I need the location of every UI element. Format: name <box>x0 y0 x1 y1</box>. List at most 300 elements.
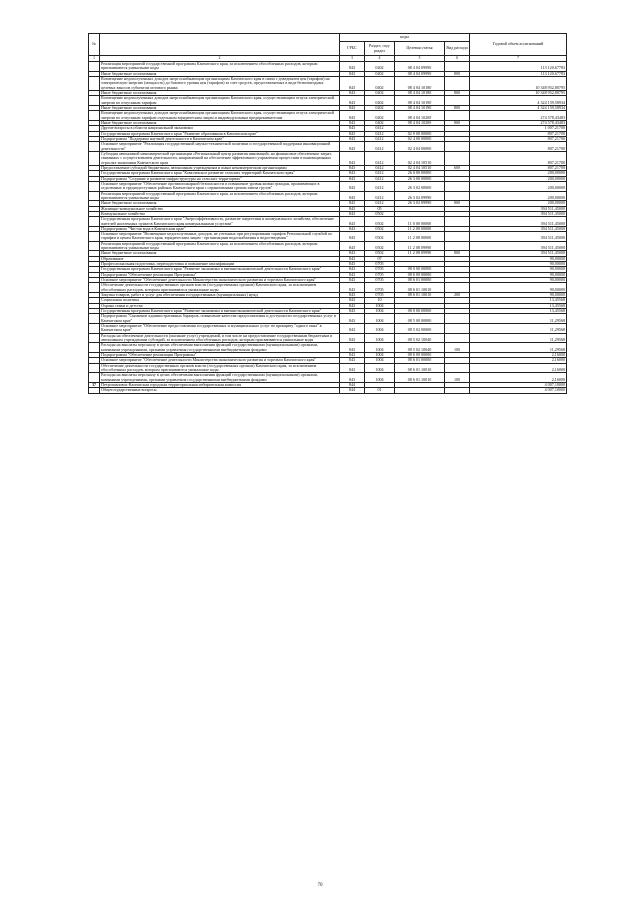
row-section: 0412 <box>365 126 395 131</box>
row-section: 0705 <box>365 278 395 283</box>
row-name: Государственная программа Камчатского края "Развитие экономики и внешнеэкономической деятельности Камчатского края" <box>100 309 340 314</box>
row-section: 0402 <box>365 96 395 106</box>
row-section: 0412 <box>365 142 395 152</box>
row-amount: 11,29568 <box>470 314 567 324</box>
row-name: Предоставление субсидий бюджетным, автономным учреждениям и иным некоммерческим организациям <box>100 165 340 170</box>
header-grbs: ГРБС <box>340 42 365 56</box>
row-amount: 807,21700 <box>470 151 567 165</box>
column-index: 1 <box>89 56 100 62</box>
row-expense-type <box>445 217 470 227</box>
row-amount: 13,45568 <box>470 303 567 308</box>
row-grbs: 843 <box>340 120 365 125</box>
row-name: Иные бюджетные ассигнования <box>100 90 340 95</box>
table-row <box>89 191 567 201</box>
row-amount: 4 007,10000 <box>470 383 567 388</box>
row-target-item: 08 4 04 09990 <box>395 71 445 76</box>
row-name: Основное мероприятие "Обеспечение деятельности Министерства экономического развития и торговли Камчатского края" <box>100 358 340 363</box>
row-section: 1004 <box>365 358 395 363</box>
row-expense-type: 100 <box>445 343 470 353</box>
row-amount: 807,21700 <box>470 131 567 136</box>
row-amount: 200,00000 <box>470 181 567 191</box>
row-expense-type <box>445 314 470 324</box>
row-name: Общегосударственные вопросы <box>100 388 340 393</box>
row-grbs: 843 <box>340 131 365 136</box>
row-section: 0402 <box>365 62 395 72</box>
row-section: 1004 <box>365 314 395 324</box>
row-expense-type: 800 <box>445 201 470 206</box>
row-grbs: 843 <box>340 303 365 308</box>
row-section: 0412 <box>365 201 395 206</box>
row-grbs: 843 <box>340 363 365 373</box>
table-row <box>89 314 567 324</box>
row-name: Другие вопросы в области национальной экономики <box>100 126 340 131</box>
row-target-item: 08 5 02 10040 <box>395 333 445 343</box>
table-body <box>89 62 567 394</box>
row-number <box>89 96 100 106</box>
row-amount: 4 324 159,58934 <box>470 96 567 106</box>
table-row <box>89 333 567 343</box>
row-section: 0412 <box>365 171 395 176</box>
row-name: Основное мероприятие "Обеспечение противопожарной безопасности и повышение уровня жизни граждан, проживающих в отдаленных и труднодоступных районах Камчатского края с ограниченным сроком завоза грузов" <box>100 181 340 191</box>
row-grbs: 843 <box>340 278 365 283</box>
column-index: 4 <box>365 56 395 62</box>
row-amount: 13,45568 <box>470 309 567 314</box>
row-target-item: 26 3 00 00000 <box>395 176 445 181</box>
row-target-item: 02 4 04 10510 <box>395 165 445 170</box>
row-section: 1004 <box>365 343 395 353</box>
column-index: 3 <box>340 56 365 62</box>
row-name: Петропавловск-Камчатская городская территориальная избирательная комиссия <box>100 383 340 388</box>
table-row <box>89 96 567 106</box>
row-name: Подпрограмма "Обеспечение реализации Программы" <box>100 353 340 358</box>
row-amount: 10 348 952,80795 <box>470 76 567 90</box>
row-section: 0412 <box>365 181 395 191</box>
row-amount: 1 007,21700 <box>470 126 567 131</box>
row-section: 0502 <box>365 211 395 216</box>
row-amount: 2,16000 <box>470 353 567 358</box>
row-target-item: 02 4 00 00000 <box>395 136 445 141</box>
row-grbs: 843 <box>340 211 365 216</box>
row-amount: 113 120,67783 <box>470 62 567 72</box>
row-amount: 200,00000 <box>470 191 567 201</box>
row-name: Жилищно-коммунальное хозяйство <box>100 206 340 211</box>
row-name: Основное мероприятие "Возмещение недополученных доходов, не учтенных при регулировании тарифов Региональной службой по тарифам и ценам Камчатского края, юридическим лицам - организациям водоснабжения и водоотведения" <box>100 232 340 242</box>
row-amount: 2,16000 <box>470 363 567 373</box>
row-name: Возмещение недополученных доходов энергоснабжающим организациям Камчатского края, осуществляющим отпуск электрической энергии по отпускным тарифам отдельным юридическим лицам и индивидуальным предпринимателям <box>100 111 340 121</box>
row-section: 0412 <box>365 151 395 165</box>
row-grbs: 843 <box>340 171 365 176</box>
row-amount: 200,00000 <box>470 176 567 181</box>
row-name: Расходы на обеспечение деятельности (оказание услуг) учреждений, в том числе на предоставление государственным бюджетным и автономным учреждениям субсидий, за исключением обособленных расходов, которым присваиваются уникальные коды <box>100 333 340 343</box>
row-target-item: 08 4 04 10180 <box>395 76 445 90</box>
row-expense-type <box>445 241 470 251</box>
row-amount: 2,16000 <box>470 373 567 383</box>
row-target-item: 26 0 00 00000 <box>395 171 445 176</box>
row-amount: 394 511,45000 <box>470 232 567 242</box>
row-target-item: 08 5 02 10040 <box>395 343 445 353</box>
row-number <box>89 363 100 373</box>
table-row <box>89 62 567 72</box>
row-name: Иные бюджетные ассигнования <box>100 105 340 110</box>
row-grbs: 843 <box>340 71 365 76</box>
row-grbs: 843 <box>340 76 365 90</box>
row-amount: 2,16000 <box>470 358 567 363</box>
row-target-item: 08 4 04 10180 <box>395 90 445 95</box>
row-name: Иные бюджетные ассигнования <box>100 251 340 256</box>
row-target-item: 02 0 00 00000 <box>395 131 445 136</box>
row-number <box>89 324 100 334</box>
row-grbs: 843 <box>340 232 365 242</box>
row-expense-type <box>445 181 470 191</box>
row-name: Реализация мероприятий государственной программы Камчатского края, за исключением обособленных расходов, которым присваиваются уникальные коды <box>100 62 340 72</box>
row-target-item: 08 0 00 00000 <box>395 267 445 272</box>
row-expense-type <box>445 191 470 201</box>
row-grbs: 843 <box>340 126 365 131</box>
row-name: Образование <box>100 256 340 261</box>
row-target-item: 08 5 02 00000 <box>395 324 445 334</box>
row-grbs: 843 <box>340 206 365 211</box>
row-grbs: 843 <box>340 241 365 251</box>
row-amount: 394 511,45000 <box>470 251 567 256</box>
row-grbs: 844 <box>340 388 365 393</box>
row-section: 1004 <box>365 324 395 334</box>
row-name: Закупка товаров, работ и услуг для обеспечения государственных (муниципальных) нужд <box>100 293 340 298</box>
row-grbs: 843 <box>340 142 365 152</box>
row-amount: 90,00000 <box>470 272 567 277</box>
row-target-item: 08 6 01 00000 <box>395 358 445 363</box>
row-expense-type: 800 <box>445 120 470 125</box>
row-section: 1004 <box>365 373 395 383</box>
row-name: Подпрограмма "Снижение административных барьеров, повышение качества предоставления и доступности государственных услуг в Камчатском крае" <box>100 314 340 324</box>
row-section: 0412 <box>365 191 395 201</box>
row-expense-type: 600 <box>445 165 470 170</box>
table-row <box>89 241 567 251</box>
row-expense-type <box>445 62 470 72</box>
row-target-item: 26 3 02 00000 <box>395 181 445 191</box>
row-target-item: 08 4 04 10200 <box>395 111 445 121</box>
row-grbs: 843 <box>340 353 365 358</box>
row-number <box>89 62 100 72</box>
header-section: Раздел, под-раздел <box>365 42 395 56</box>
row-number <box>89 283 100 293</box>
row-amount: 13,45568 <box>470 298 567 303</box>
row-grbs: 843 <box>340 136 365 141</box>
row-section: 0502 <box>365 226 395 231</box>
row-amount: 11,29568 <box>470 324 567 334</box>
row-section: 0705 <box>365 293 395 298</box>
row-grbs: 843 <box>340 324 365 334</box>
row-number <box>89 111 100 121</box>
row-expense-type: 200 <box>445 293 470 298</box>
row-amount: 11,29568 <box>470 343 567 353</box>
row-target-item: 08 4 04 10190 <box>395 96 445 106</box>
row-amount: 90,00000 <box>470 262 567 267</box>
row-section: 0412 <box>365 136 395 141</box>
row-amount: 90,00000 <box>470 267 567 272</box>
row-grbs: 843 <box>340 314 365 324</box>
row-number <box>89 333 100 343</box>
row-grbs: 843 <box>340 165 365 170</box>
row-target-item: 08 5 00 00000 <box>395 314 445 324</box>
table-row <box>89 232 567 242</box>
row-name: Возмещение недополученных доходов энергоснабжающим организациям Камчатского края, осуществляющим отпуск электрической энергии по отпускным тарифам <box>100 96 340 106</box>
row-name: Государственная программа Камчатского края "Развитие образования в Камчатском крае" <box>100 131 340 136</box>
row-amount: 807,21700 <box>470 165 567 170</box>
row-amount: 90,00000 <box>470 256 567 261</box>
row-grbs: 843 <box>340 176 365 181</box>
row-name: Государственная программа Камчатского края "Комплексное развитие сельских территорий Камчатского края" <box>100 171 340 176</box>
row-section: 10 <box>365 298 395 303</box>
row-section: 0705 <box>365 272 395 277</box>
row-amount: 394 511,45000 <box>470 241 567 251</box>
row-grbs: 843 <box>340 191 365 201</box>
table-row <box>89 76 567 90</box>
row-grbs: 843 <box>340 62 365 72</box>
row-target-item: 08 4 04 10200 <box>395 120 445 125</box>
column-index: 5 <box>395 56 445 62</box>
row-section: 0412 <box>365 176 395 181</box>
row-amount: 4 324 159,58934 <box>470 105 567 110</box>
row-name: Обеспечение деятельности государственных органов власти (государственных органов) Камчатского края, за исключением обособленных расходов, которым присваиваются уникальные коды <box>100 283 340 293</box>
row-name: Государственная программа Камчатского края "Энергоэффективность, развитие энергетики и коммунального хозяйства, обеспечение жителей населенных пунктов Камчатского края коммунальными услугами" <box>100 217 340 227</box>
row-number <box>89 343 100 353</box>
header-expense-type: Вид расхода <box>445 42 470 56</box>
row-name: Основное мероприятие "Реализация государственной научно-технической политики и государственной поддержки инновационной деятельности" <box>100 142 340 152</box>
row-name: Подпрограмма "Поддержка научной деятельности в Камчатском крае" <box>100 136 340 141</box>
row-expense-type <box>445 283 470 293</box>
row-section: 0402 <box>365 90 395 95</box>
row-section: 0705 <box>365 283 395 293</box>
table-row <box>89 217 567 227</box>
row-grbs: 843 <box>340 283 365 293</box>
row-grbs: 843 <box>340 111 365 121</box>
row-expense-type <box>445 363 470 373</box>
row-grbs: 843 <box>340 358 365 363</box>
row-target-item: 02 4 04 10510 <box>395 151 445 165</box>
row-grbs: 843 <box>340 96 365 106</box>
row-number: 37 <box>89 383 100 388</box>
row-expense-type: 800 <box>445 105 470 110</box>
row-section: 0502 <box>365 217 395 227</box>
header-amount: Годовой объем ассигнований <box>470 34 567 56</box>
row-number <box>89 76 100 90</box>
row-section: 0502 <box>365 251 395 256</box>
row-target-item: 02 4 04 00000 <box>395 142 445 152</box>
row-name: Подпрограмма "Создание и развитие инфраструктуры на сельских территориях" <box>100 176 340 181</box>
row-name: Иные бюджетные ассигнования <box>100 201 340 206</box>
row-name: Реализация мероприятий государственной программы Камчатского края, за исключением обособленных расходов, которым присваиваются уникальные коды <box>100 191 340 201</box>
table-row <box>89 283 567 293</box>
page-number: 70 <box>317 883 323 888</box>
table-row <box>89 142 567 152</box>
row-name: Подпрограмма "Обеспечение реализации Программы" <box>100 272 340 277</box>
row-grbs: 843 <box>340 267 365 272</box>
row-target-item: 08 6 01 10010 <box>395 363 445 373</box>
row-expense-type <box>445 96 470 106</box>
row-name: Социальная политика <box>100 298 340 303</box>
row-grbs: 843 <box>340 293 365 298</box>
row-section: 0502 <box>365 232 395 242</box>
budget-document-page <box>88 33 566 394</box>
row-section: 0402 <box>365 76 395 90</box>
row-amount: 807,21700 <box>470 136 567 141</box>
row-target-item: 08 6 00 00000 <box>395 272 445 277</box>
row-expense-type <box>445 333 470 343</box>
row-expense-type: 800 <box>445 71 470 76</box>
column-index: 6 <box>445 56 470 62</box>
row-target-item: 26 3 02 09990 <box>395 191 445 201</box>
row-grbs: 843 <box>340 201 365 206</box>
row-name: Основное мероприятие "Обеспечение предоставления государственных и муниципальных услуг по принципу "одного окна" в Камчатском крае" <box>100 324 340 334</box>
row-amount: 11,29568 <box>470 333 567 343</box>
row-grbs: 843 <box>340 105 365 110</box>
row-target-item: 08 6 01 00000 <box>395 278 445 283</box>
row-section: 1004 <box>365 353 395 358</box>
row-target-item: 08 4 04 09990 <box>395 62 445 72</box>
row-section: 1004 <box>365 303 395 308</box>
row-grbs: 843 <box>340 226 365 231</box>
row-grbs: 843 <box>340 217 365 227</box>
row-target-item: 11 2 08 09990 <box>395 241 445 251</box>
row-number <box>89 314 100 324</box>
row-name: Основное мероприятие "Обеспечение деятельности Министерства экономического развития и торговли Камчатского края" <box>100 278 340 283</box>
header-name <box>100 34 340 56</box>
table-row <box>89 388 567 393</box>
row-expense-type <box>445 388 470 393</box>
row-name: Охрана семьи и детства <box>100 303 340 308</box>
row-amount: 394 511,45000 <box>470 211 567 216</box>
row-number <box>89 241 100 251</box>
row-name: Реализация мероприятий государственной программы Камчатского края, за исключением обособленных расходов, которым присваиваются уникальные коды <box>100 241 340 251</box>
row-name: Возмещение недополученных доходов энергоснабжающим организациям Камчатского края в связи с доведением цен (тарифов) на электрическую энергию (мощность) до базового уровня цен (тарифов) за счет средств, предоставляемых в виде безвозмездных целевых взносов субъектом оптового рынка <box>100 76 340 90</box>
table-header <box>89 34 567 62</box>
row-expense-type: 100 <box>445 373 470 383</box>
row-grbs: 843 <box>340 256 365 261</box>
row-name: Коммунальное хозяйство <box>100 211 340 216</box>
row-section: 0412 <box>365 165 395 170</box>
row-expense-type <box>445 111 470 121</box>
row-section: 07 <box>365 256 395 261</box>
row-grbs: 843 <box>340 262 365 267</box>
row-grbs: 843 <box>340 309 365 314</box>
row-expense-type <box>445 232 470 242</box>
row-section: 1004 <box>365 363 395 373</box>
row-section: 0402 <box>365 71 395 76</box>
row-target-item: 11 2 08 00000 <box>395 232 445 242</box>
row-amount: 200,00000 <box>470 171 567 176</box>
row-name: Расходы на выплаты персоналу в целях обеспечения выполнения функций государственными (муниципальными) органами, казенными учреждениями, органами управления государственными внебюджетными фондами <box>100 373 340 383</box>
row-amount: 807,21700 <box>470 142 567 152</box>
header-target-item: Целевая статья <box>395 42 445 56</box>
row-section: 0402 <box>365 120 395 125</box>
row-section: 0502 <box>365 241 395 251</box>
row-number <box>89 142 100 152</box>
row-number <box>89 151 100 165</box>
table-row <box>89 363 567 373</box>
row-amount: 274 578,43483 <box>470 120 567 125</box>
row-expense-type <box>445 142 470 152</box>
table-row <box>89 343 567 353</box>
table-row <box>89 373 567 383</box>
row-target-item: 08 6 01 10010 <box>395 373 445 383</box>
row-number <box>89 373 100 383</box>
row-target-item: 11 2 00 00000 <box>395 226 445 231</box>
row-grbs: 843 <box>340 333 365 343</box>
row-expense-type <box>445 324 470 334</box>
row-amount: 394 511,45000 <box>470 206 567 211</box>
row-amount: 90,00000 <box>470 278 567 283</box>
row-grbs: 843 <box>340 298 365 303</box>
row-grbs: 843 <box>340 251 365 256</box>
row-number <box>89 217 100 227</box>
budget-allocation-table <box>88 33 567 394</box>
table-row <box>89 151 567 165</box>
row-amount: 113 120,67783 <box>470 71 567 76</box>
row-grbs: 843 <box>340 373 365 383</box>
row-amount: 90,00000 <box>470 283 567 293</box>
row-number <box>89 232 100 242</box>
row-number <box>89 191 100 201</box>
row-name: Обеспечение деятельности государственных органов власти (государственных органов) Камчатского края, за исключением обособленных расходов, которым присваиваются уникальные коды <box>100 363 340 373</box>
row-target-item: 08 0 00 00000 <box>395 309 445 314</box>
table-row <box>89 324 567 334</box>
column-index: 2 <box>100 56 340 62</box>
row-grbs: 843 <box>340 151 365 165</box>
row-section: 0705 <box>365 262 395 267</box>
row-name: Профессиональная подготовка, переподготовка и повышение квалификации <box>100 262 340 267</box>
row-target-item: 08 6 00 00000 <box>395 353 445 358</box>
row-expense-type: 800 <box>445 90 470 95</box>
row-target-item: 26 3 02 09990 <box>395 201 445 206</box>
row-amount: 274 578,43483 <box>470 111 567 121</box>
row-target-item: 08 6 01 10010 <box>395 293 445 298</box>
row-name: Подпрограмма "Чистая вода в Камчатском крае" <box>100 226 340 231</box>
row-name: Государственная программа Камчатского края "Развитие экономики и внешнеэкономической деятельности Камчатского края" <box>100 267 340 272</box>
row-name: Иные бюджетные ассигнования <box>100 120 340 125</box>
row-target-item: 11 2 08 09990 <box>395 251 445 256</box>
row-expense-type: 800 <box>445 251 470 256</box>
row-grbs: 844 <box>340 383 365 388</box>
header-codes: коды <box>340 34 470 42</box>
row-section: 0402 <box>365 105 395 110</box>
table-row <box>89 111 567 121</box>
row-amount: 4 007,10000 <box>470 388 567 393</box>
row-section: 1004 <box>365 309 395 314</box>
row-target-item: 11 0 00 00000 <box>395 217 445 227</box>
row-grbs: 843 <box>340 90 365 95</box>
row-expense-type <box>445 76 470 90</box>
row-section: 1004 <box>365 333 395 343</box>
row-section: 0705 <box>365 267 395 272</box>
row-number <box>89 181 100 191</box>
row-section: 01 <box>365 388 395 393</box>
row-expense-type <box>445 151 470 165</box>
row-section: 0402 <box>365 111 395 121</box>
row-target-item: 08 6 01 10010 <box>395 283 445 293</box>
row-section: 05 <box>365 206 395 211</box>
row-grbs: 843 <box>340 181 365 191</box>
row-grbs: 843 <box>340 272 365 277</box>
row-name: Субсидия автономной некоммерческой организации «Региональный центр развития инноваций» на финансовое обеспечение затрат, связанных с осуществлением деятельности, направленной на обеспечение эффективного управления процессами в инновационных отраслях экономики Камчатского края <box>100 151 340 165</box>
row-amount: 10 348 952,80795 <box>470 90 567 95</box>
table-row <box>89 181 567 191</box>
column-index: 7 <box>470 56 567 62</box>
row-number <box>89 388 100 393</box>
row-section: 0412 <box>365 131 395 136</box>
header-number: № <box>89 34 100 56</box>
row-name: Иные бюджетные ассигнования <box>100 71 340 76</box>
row-amount: 394 511,45000 <box>470 217 567 227</box>
